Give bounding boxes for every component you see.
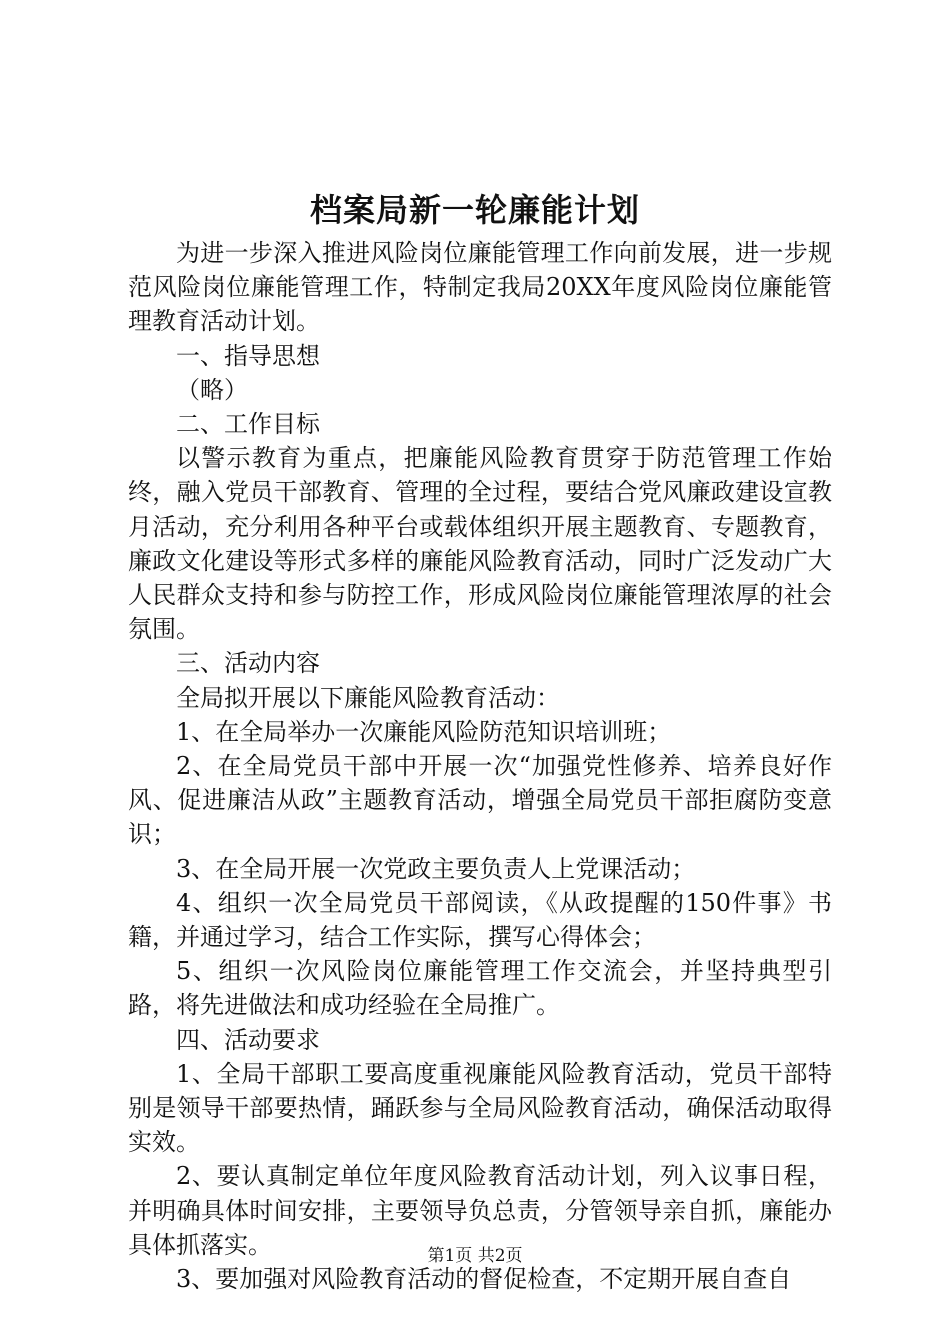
page-number-footer: 第1页 共2页 (427, 1246, 523, 1266)
heading-activity-requirements: 四、活动要求 (176, 1025, 320, 1054)
list-item-activity-1: 1、在全局举办一次廉能风险防范知识培训班； (176, 717, 672, 746)
paragraph-work-goals: 以警示教育为重点，把廉能风险教育贯穿于防范管理工作始终，融入党员干部教育、管理的全过程，要结合党风廉政建设宣教月活动，充分利用各种平台或载体组织开展主题教育、专题教育，廉政文化建设等形式多样的廉能风险教育活动，同时广泛发动广大人民群众支持和参与防控工作，形成风险岗位廉能管理浓厚的社会氛围。 (128, 444, 832, 644)
paragraph-omitted: （略） (176, 375, 248, 404)
list-item-activity-5: 5、组织一次风险岗位廉能管理工作交流会，并坚持典型引路，将先进做法和成功经验在全局推广。 (128, 957, 832, 1020)
heading-activity-content: 三、活动内容 (176, 649, 320, 678)
paragraph-activity-intro: 全局拟开展以下廉能风险教育活动： (176, 683, 560, 712)
document-body (128, 236, 832, 1296)
heading-guiding-thought: 一、指导思想 (176, 341, 320, 370)
paragraph-intro: 为进一步深入推进风险岗位廉能管理工作向前发展，进一步规范风险岗位廉能管理工作，特制定我局20XX年度风险岗位廉能管理教育活动计划。 (128, 239, 832, 336)
list-item-activity-4: 4、组织一次全局党员干部阅读，《从政提醒的150件事》书籍，并通过学习，结合工作实际，撰写心得体会； (128, 888, 832, 952)
document-title: 档案局新一轮廉能计划 (309, 191, 640, 229)
list-item-requirement-3: 3、要加强对风险教育活动的督促检查，不定期开展自查自 (176, 1265, 792, 1294)
heading-work-goals: 二、工作目标 (176, 410, 320, 439)
list-item-activity-3: 3、在全局开展一次党政主要负责人上党课活动； (176, 854, 696, 883)
list-item-requirement-2: 2、要认真制定单位年度风险教育活动计划，列入议事日程，并明确具体时间安排，主要领导负总责，分管领导亲自抓，廉能办具体抓落实。 (128, 1162, 832, 1259)
list-item-requirement-1: 1、全局干部职工要高度重视廉能风险教育活动，党员干部特别是领导干部要热情，踊跃参与全局风险教育活动，确保活动取得实效。 (128, 1059, 832, 1157)
list-item-activity-2: 2、在全局党员干部中开展一次“加强党性修养、培养良好作风、促进廉洁从政”主题教育活动，增强全局党员干部拒腐防变意识； (128, 752, 832, 849)
